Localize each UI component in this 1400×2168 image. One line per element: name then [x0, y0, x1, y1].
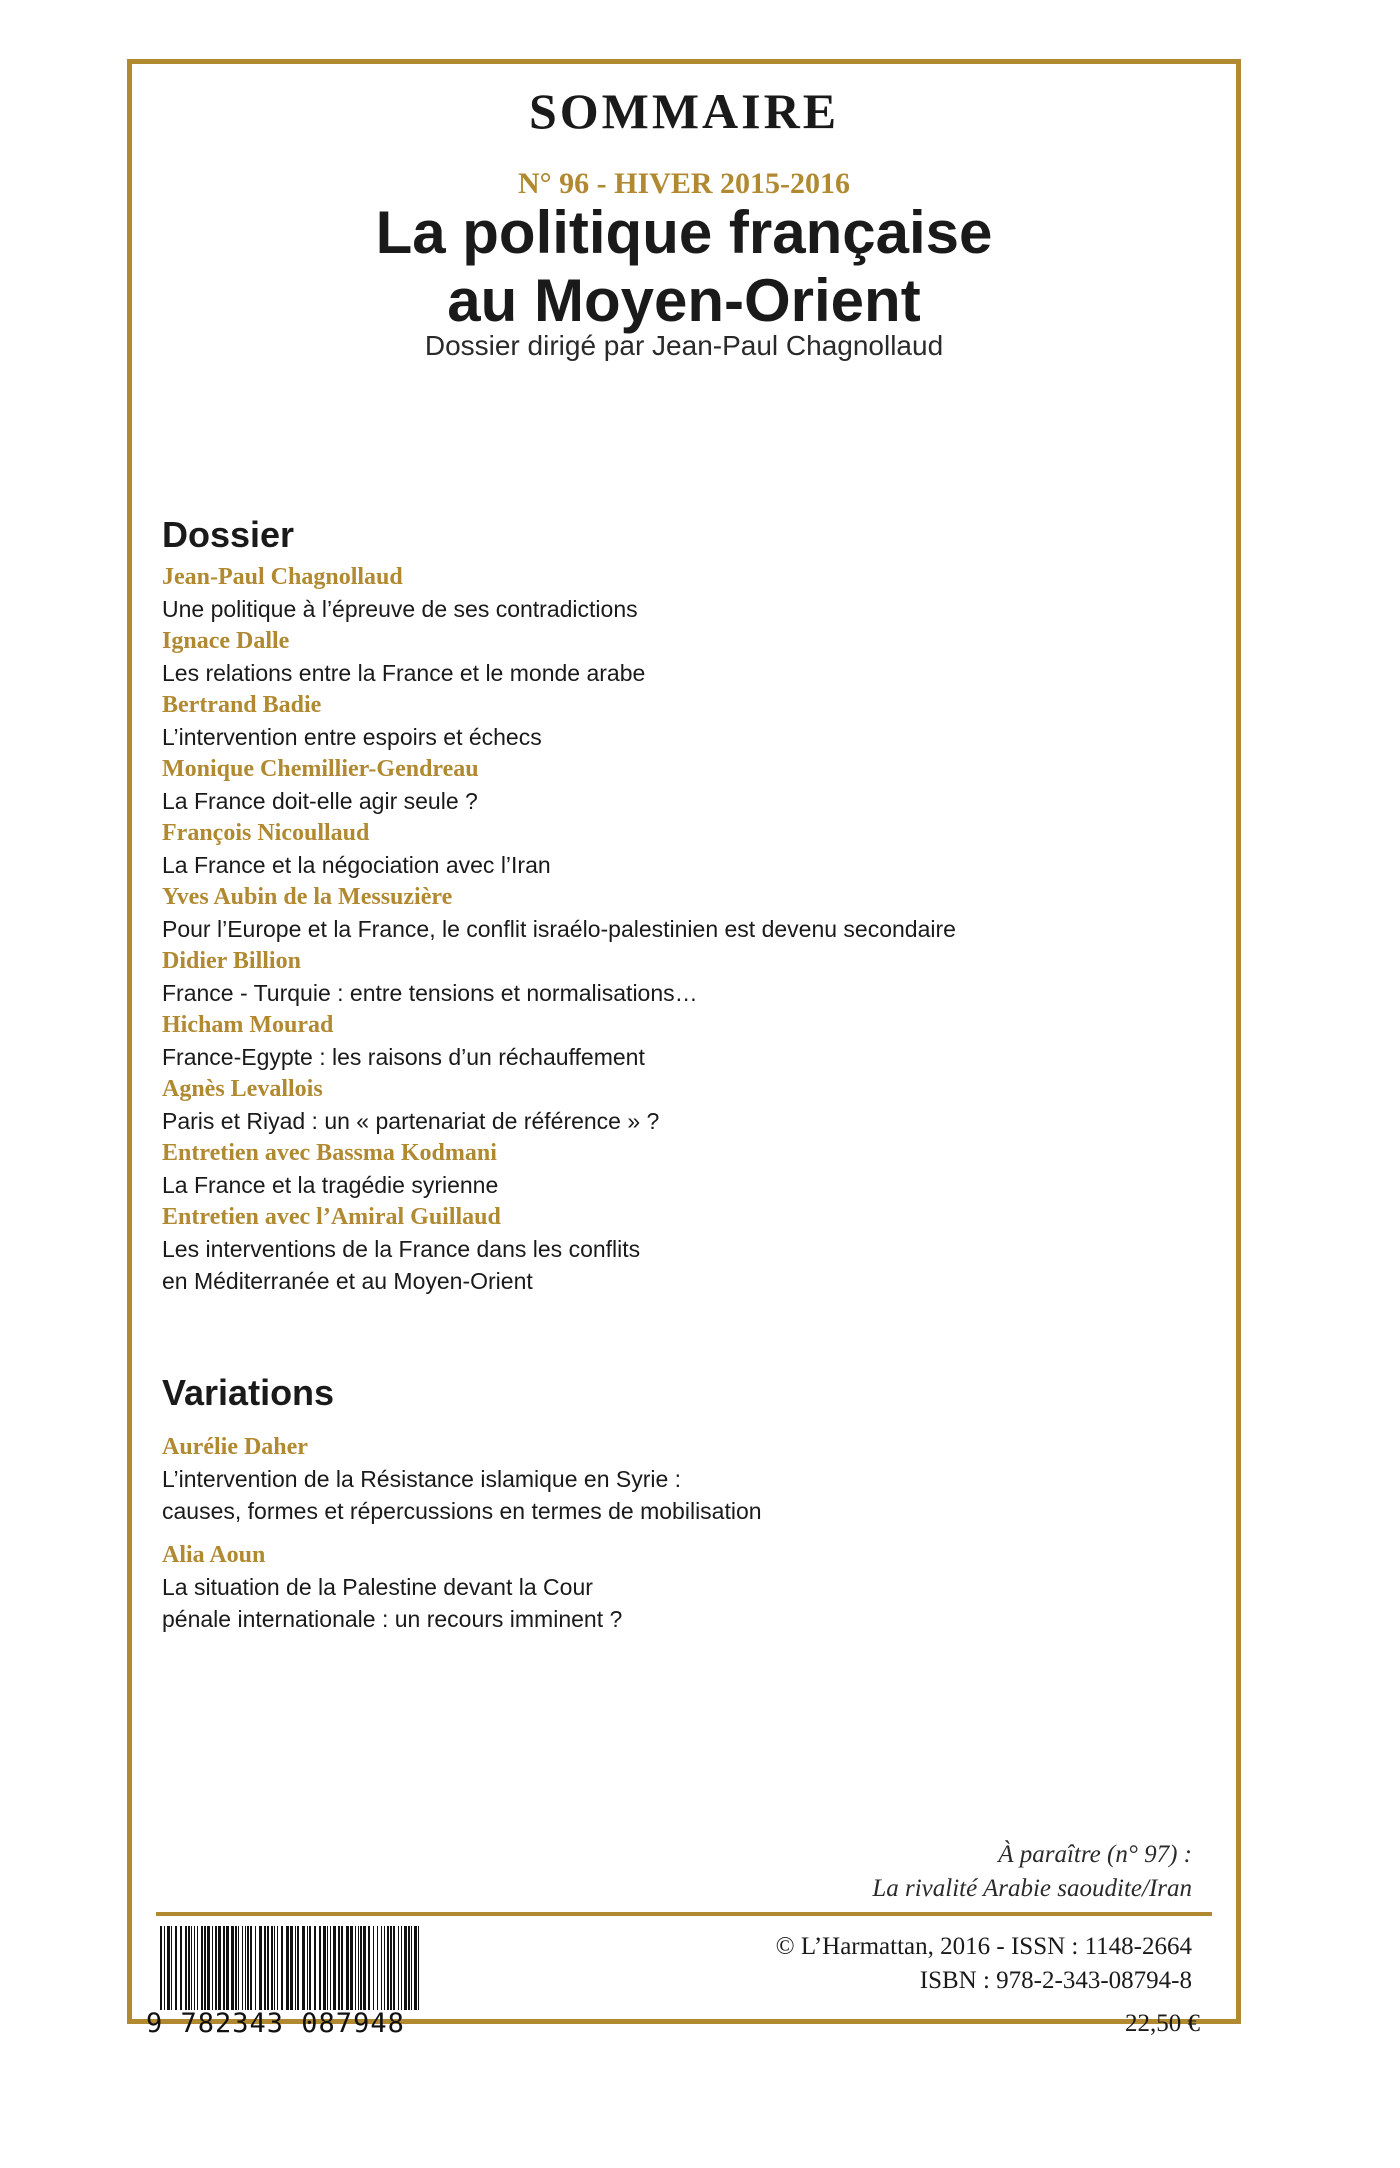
copyright-line: © L’Harmattan, 2016 - ISSN : 1148-2664 [775, 1933, 1192, 1960]
barcode-bar [286, 1926, 289, 2010]
entry-author: Entretien avec Bassma Kodmani [162, 1140, 497, 1166]
barcode-bar [346, 1926, 349, 2010]
dossier-section [162, 511, 1206, 1297]
barcode-bar [314, 1926, 316, 2010]
isbn-line: ISBN : 978-2-343-08794-8 [919, 1967, 1192, 1994]
dossier-entry [162, 1073, 1206, 1137]
barcode-bar [223, 1926, 225, 2010]
barcode-digits: 9 782343 087948 [146, 2008, 405, 2039]
entry-title-line: Les interventions de la France dans les conflits [162, 1236, 641, 1262]
entry-author: Bertrand Badie [162, 692, 322, 718]
entry-title-line: La situation de la Palestine devant la Cour [162, 1574, 593, 1600]
dossier-entry [162, 1009, 1206, 1073]
dossier-list [162, 561, 1206, 1297]
barcode-bar [235, 1926, 237, 2010]
issue-label: N° 96 - HIVER 2015-2016 [518, 167, 850, 200]
barcode-bar [197, 1926, 198, 2010]
barcode-bar [180, 1926, 182, 2010]
entry-title-line: Paris et Riyad : un « partenariat de référence » ? [162, 1108, 660, 1134]
barcode-bar [387, 1926, 389, 2010]
barcode-bar [307, 1926, 308, 2010]
dossier-entry [162, 945, 1206, 1009]
dossier-entry [162, 561, 1206, 625]
entry-author: Didier Billion [162, 948, 301, 974]
section-title-dossier: Dossier [162, 514, 295, 555]
subtitle: Dossier dirigé par Jean-Paul Chagnollaud [424, 330, 944, 361]
barcode-bar [250, 1926, 252, 2010]
barcode-bar [360, 1926, 362, 2010]
dossier-entry [162, 881, 1206, 945]
barcode-bar [418, 1926, 419, 2010]
page-title [132, 199, 1236, 335]
barcode-bar [297, 1926, 299, 2010]
entry-author: Hicham Mourad [162, 1012, 334, 1038]
divider-rule [156, 1912, 1212, 1916]
barcode-bar [302, 1926, 305, 2010]
barcode-bar [201, 1926, 203, 2010]
dossier-entry [162, 625, 1206, 689]
barcode-bar [341, 1926, 343, 2010]
barcode-bar [323, 1926, 326, 2010]
barcode-image [158, 1926, 424, 2010]
barcode-bar [333, 1926, 336, 2010]
barcode-bar [271, 1926, 273, 2010]
publication-info [776, 1930, 1192, 1998]
dossier-entry [162, 753, 1206, 817]
barcode-bar [245, 1926, 246, 2010]
dossier-entry [162, 817, 1206, 881]
barcode-bar [218, 1926, 221, 2010]
barcode-bar [242, 1926, 243, 2010]
barcode-bar [164, 1926, 165, 2010]
entry-author: Monique Chemillier-Gendreau [162, 756, 479, 782]
entry-title-line: Pour l’Europe et la France, le conflit israélo-palestinien est devenu secondaire [162, 916, 956, 942]
barcode-bar [264, 1926, 266, 2010]
barcode-bar [411, 1926, 412, 2010]
barcode-bar [204, 1926, 206, 2010]
barcode-bar [194, 1926, 195, 2010]
page-frame [127, 59, 1241, 2039]
barcode-bar [175, 1926, 177, 2010]
dossier-entry [162, 1137, 1206, 1201]
barcode-bar [231, 1926, 234, 2010]
barcode-bar [247, 1926, 249, 2010]
variations-section [162, 1369, 1206, 1635]
barcode-bar [226, 1926, 229, 2010]
entry-title-line: Les relations entre la France et le monde arabe [162, 660, 646, 686]
entry-title-line: pénale internationale : un recours imminent ? [162, 1606, 623, 1632]
title-line-1: La politique française [375, 199, 993, 266]
entry-title-line: France - Turquie : entre tensions et normalisations… [162, 980, 698, 1006]
forthcoming-line-2: La rivalité Arabie saoudite/Iran [872, 1875, 1192, 1902]
entry-title-line: L’intervention de la Résistance islamique en Syrie : [162, 1466, 682, 1492]
entry-title-line: La France doit-elle agir seule ? [162, 788, 478, 814]
barcode-bar [167, 1926, 170, 2010]
entry-title-line: L’intervention entre espoirs et échecs [162, 724, 542, 750]
title-line-2: au Moyen-Orient [447, 267, 921, 334]
variations-entry [162, 1539, 1206, 1635]
barcode-bar [350, 1926, 353, 2010]
entry-author: Entretien avec l’Amiral Guillaud [162, 1204, 501, 1230]
barcode-bar [401, 1926, 402, 2010]
sommaire-heading: SOMMAIRE [528, 83, 840, 139]
barcode-bar [393, 1926, 395, 2010]
barcode-bar [207, 1926, 210, 2010]
barcode-bar [160, 1926, 162, 2010]
barcode-bar [358, 1926, 359, 2010]
forthcoming-note [872, 1838, 1192, 1906]
barcode-bar [390, 1926, 392, 2010]
barcode-bar [363, 1926, 366, 2010]
barcode-bar [290, 1926, 293, 2010]
barcode-bar [215, 1926, 217, 2010]
barcode-bar [281, 1926, 283, 2010]
barcode-bar [381, 1926, 382, 2010]
entry-author: Aurélie Daher [162, 1434, 308, 1460]
entry-title-line: en Méditerranée et au Moyen-Orient [162, 1268, 533, 1294]
section-title-variations: Variations [162, 1372, 335, 1413]
barcode-bar [238, 1926, 239, 2010]
entry-author: Jean-Paul Chagnollaud [162, 564, 403, 590]
barcode-bar [309, 1926, 311, 2010]
barcode-bar [188, 1926, 190, 2010]
price: 22,50 € [1125, 2010, 1200, 2037]
entry-title-line: causes, formes et répercussions en termes de mobilisation [162, 1498, 762, 1524]
entry-author: Alia Aoun [162, 1542, 266, 1568]
barcode-bar [212, 1926, 213, 2010]
barcode-bar [368, 1926, 370, 2010]
barcode-bar [373, 1926, 374, 2010]
barcode-bar [398, 1926, 399, 2010]
entry-title-line: La France et la négociation avec l’Iran [162, 852, 551, 878]
barcode-bar [267, 1926, 269, 2010]
entry-title-line: France-Egypte : les raisons d’un réchauffement [162, 1044, 645, 1070]
barcode-bar [277, 1926, 278, 2010]
barcode-bar [384, 1926, 385, 2010]
barcode-bar [330, 1926, 331, 2010]
entry-author: Agnès Levallois [162, 1076, 323, 1102]
barcode-bar [319, 1926, 321, 2010]
barcode-bar [274, 1926, 275, 2010]
entry-author: Ignace Dalle [162, 628, 290, 654]
dossier-entry [162, 1201, 1206, 1297]
barcode-bar [377, 1926, 378, 2010]
dossier-entry [162, 689, 1206, 753]
variations-list [162, 1431, 1206, 1635]
barcode-bar [408, 1926, 410, 2010]
barcode-bar [255, 1926, 256, 2010]
barcode-bar [295, 1926, 296, 2010]
barcode-bar [327, 1926, 328, 2010]
entry-title-line: Une politique à l’épreuve de ses contradictions [162, 596, 638, 622]
forthcoming-line-1: À paraître (n° 97) : [998, 1841, 1192, 1868]
variations-entry [162, 1431, 1206, 1527]
barcode-bar [185, 1926, 187, 2010]
entry-author: François Nicoullaud [162, 820, 370, 846]
barcode-bar [338, 1926, 340, 2010]
entry-title-line: La France et la tragédie syrienne [162, 1172, 499, 1198]
barcode-bar [191, 1926, 192, 2010]
barcode-bar [355, 1926, 356, 2010]
barcode-bar [414, 1926, 417, 2010]
barcode-bar [404, 1926, 407, 2010]
entry-author: Yves Aubin de la Messuzière [162, 884, 453, 910]
barcode-bar [259, 1926, 262, 2010]
barcode-bar [171, 1926, 172, 2010]
